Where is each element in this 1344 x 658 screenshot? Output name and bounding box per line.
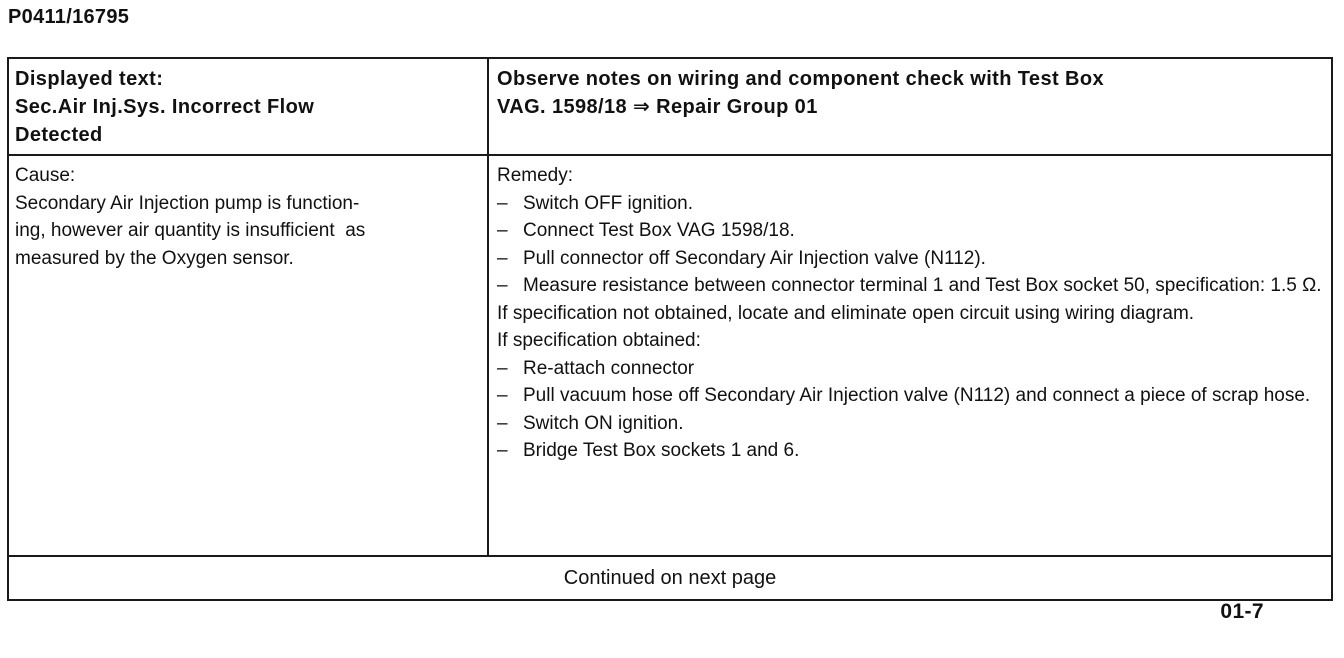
fault-text-line-1: Sec.Air Inj.Sys. Incorrect Flow <box>15 96 315 118</box>
follow-up-step: – Switch ON ignition. <box>497 410 1323 438</box>
observe-notes-cell <box>489 59 1331 154</box>
cause-cell <box>9 156 489 555</box>
note-obtained: If specification obtained: <box>497 330 701 351</box>
fault-code: P0411/16795 <box>8 6 130 28</box>
remedy-step: – Switch OFF ignition. <box>497 190 1323 218</box>
cause-line-2: ing, however air quantity is insufficient as <box>15 220 366 241</box>
cause-line-1: Secondary Air Injection pump is function- <box>15 192 360 214</box>
follow-up-step: – Pull vacuum hose off Secondary Air Injection valve (N112) and connect a piece of scrap hose. <box>497 382 1323 410</box>
follow-up-steps-list <box>497 355 1323 465</box>
observe-notes-line-2: VAG. 1598/18 ⇒ Repair Group 01 <box>497 96 818 118</box>
note-not-obtained: If specification not obtained, locate and eliminate open circuit using wiring diagram. <box>497 302 1195 324</box>
remedy-steps-list <box>497 190 1323 300</box>
observe-notes-line-1: Observe notes on wiring and component check with Test Box <box>497 68 1104 90</box>
page-number: 01-7 <box>1220 600 1264 623</box>
continued-note: Continued on next page <box>563 567 777 589</box>
table-body-row <box>9 156 1331 557</box>
displayed-text-cell <box>9 59 489 154</box>
follow-up-step: – Re-attach connector <box>497 355 1323 383</box>
table-header-row <box>9 59 1331 156</box>
remedy-step: – Measure resistance between connector terminal 1 and Test Box socket 50, specification: 1.5 Ω. <box>497 272 1323 300</box>
fault-text-line-2: Detected <box>15 124 103 146</box>
remedy-cell <box>489 156 1331 555</box>
remedy-label: Remedy: <box>497 165 574 186</box>
cause-label: Cause: <box>15 165 76 186</box>
diagnostic-table <box>7 57 1333 601</box>
follow-up-step: – Bridge Test Box sockets 1 and 6. <box>497 437 1323 465</box>
remedy-step: – Pull connector off Secondary Air Injection valve (N112). <box>497 245 1323 273</box>
displayed-text-label: Displayed text: <box>15 68 164 90</box>
remedy-step: – Connect Test Box VAG 1598/18. <box>497 217 1323 245</box>
cause-line-3: measured by the Oxygen sensor. <box>15 247 294 269</box>
